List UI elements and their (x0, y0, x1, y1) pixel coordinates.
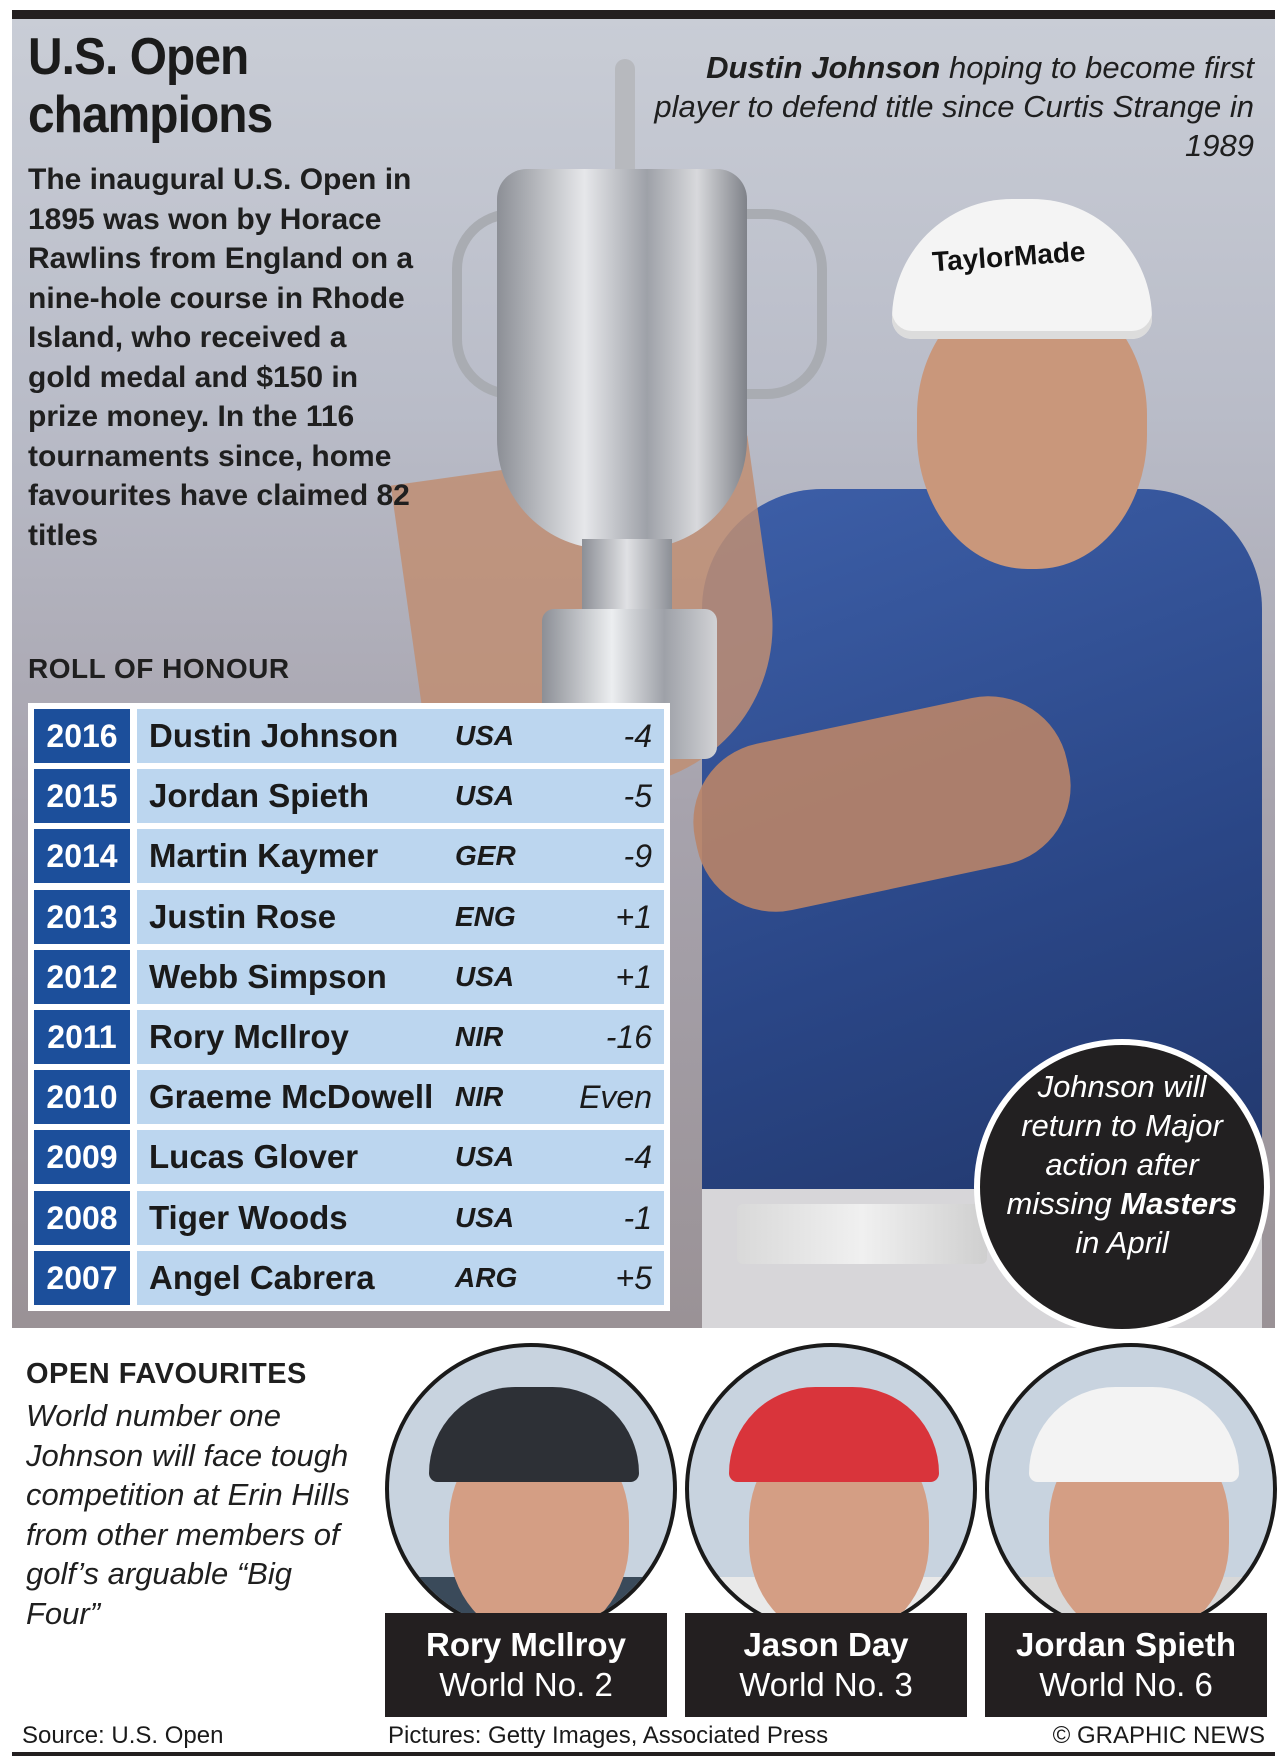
portrait-cap (429, 1387, 639, 1482)
page-title (28, 28, 272, 144)
roll-score: +1 (615, 958, 652, 995)
roll-name: Martin Kaymer (149, 837, 379, 875)
footer (0, 1720, 1287, 1750)
trophy-handle-right (747, 209, 827, 399)
favourite-portrait (385, 1343, 677, 1635)
open-favourites-text: World number one Johnson will face tough competition at Erin Hills from other members of golf’s arguable “Big Four” (26, 1398, 350, 1631)
roll-country: USA (455, 780, 515, 812)
roll-name: Dustin Johnson (149, 717, 399, 754)
roll-name: Angel Cabrera (149, 1258, 375, 1296)
trophy-finial (615, 59, 635, 179)
roll-info (137, 769, 664, 823)
headline-quote (654, 48, 1254, 165)
bubble-post: in April (1075, 1225, 1169, 1260)
favourite-name: Jason Day (743, 1626, 909, 1663)
favourite-rank: World No. 2 (439, 1666, 613, 1703)
roll-score: +5 (615, 1259, 652, 1296)
quote-name: Dustin Johnson (706, 50, 941, 85)
top-rule (12, 10, 1275, 19)
roll-score: Even (579, 1079, 652, 1116)
roll-row (34, 829, 664, 883)
roll-score: -4 (623, 1139, 652, 1176)
roll-year: 2012 (34, 950, 130, 1004)
portrait-cap (1029, 1387, 1239, 1482)
roll-row (34, 709, 664, 763)
favourite-portrait (685, 1343, 977, 1635)
roll-of-honour-table (28, 703, 670, 1311)
roll-year: 2014 (34, 829, 130, 883)
roll-row (34, 1010, 664, 1064)
roll-row (34, 1070, 664, 1124)
roll-year: 2013 (34, 890, 130, 944)
roll-row (34, 769, 664, 823)
roll-year: 2011 (34, 1010, 130, 1064)
roll-info (137, 950, 664, 1004)
roll-year: 2016 (34, 709, 130, 763)
roll-year: 2009 (34, 1130, 130, 1184)
roll-info (137, 1010, 664, 1064)
open-favourites-title: OPEN FAVOURITES (26, 1358, 307, 1390)
roll-country: NIR (455, 1081, 504, 1113)
favourite-name: Jordan Spieth (1015, 1626, 1237, 1663)
roll-name: Graeme McDowell (149, 1078, 434, 1116)
footer-pictures: Pictures: Getty Images, Associated Press (388, 1722, 829, 1749)
roll-country: USA (455, 960, 515, 992)
bubble-pre: Johnson will return to Major action after missing (1006, 1069, 1223, 1221)
roll-info (137, 890, 664, 944)
roll-name: Lucas Glover (149, 1138, 359, 1176)
roll-country: GER (455, 840, 516, 872)
roll-country: ARG (455, 1261, 518, 1293)
trophy-cup (497, 169, 747, 549)
roll-score: -9 (623, 838, 652, 875)
roll-score: -4 (623, 718, 652, 754)
roll-of-honour-title: ROLL OF HONOUR (28, 653, 290, 684)
roll-score: -1 (623, 1199, 652, 1236)
roll-info (137, 1191, 664, 1245)
roll-score: -5 (623, 778, 652, 815)
title-line-1: U.S. Open (28, 28, 249, 86)
roll-name: Webb Simpson (149, 957, 387, 995)
roll-row (34, 1251, 664, 1305)
roll-country: USA (455, 720, 515, 751)
quote-rest: hoping to become first player to defend title since Curtis Strange in 1989 (654, 50, 1254, 163)
favourite-rank: World No. 3 (739, 1666, 913, 1703)
favourite-namebox (685, 1613, 967, 1717)
roll-score: +1 (615, 898, 652, 935)
roll-name: Tiger Woods (149, 1198, 348, 1236)
roll-info (137, 1130, 664, 1184)
trophy-stem (582, 539, 672, 619)
roll-country: ENG (455, 900, 516, 932)
roll-year: 2010 (34, 1070, 130, 1124)
roll-info (137, 1070, 664, 1124)
favourite-name: Rory McIlroy (426, 1626, 626, 1663)
roll-info (137, 1251, 664, 1305)
bubble-text (980, 1067, 1264, 1262)
favourite-namebox (985, 1613, 1267, 1717)
footer-source: Source: U.S. Open (22, 1722, 224, 1749)
roll-country: USA (455, 1201, 515, 1233)
roll-info (137, 829, 664, 883)
roll-year: 2008 (34, 1191, 130, 1245)
roll-name: Justin Rose (149, 897, 337, 935)
roll-score: -16 (605, 1019, 652, 1055)
player-belt (737, 1204, 987, 1264)
roll-country: USA (455, 1141, 515, 1173)
roll-country: NIR (455, 1021, 504, 1052)
footer-credit: © GRAPHIC NEWS (1052, 1722, 1265, 1749)
roll-name: Rory McIlroy (149, 1018, 349, 1055)
cap-logo: TaylorMade (931, 235, 1087, 278)
roll-row (34, 890, 664, 944)
roll-row (34, 950, 664, 1004)
favourite-portrait (985, 1343, 1277, 1635)
favourite-rank: World No. 6 (1039, 1666, 1213, 1703)
roll-row (34, 1130, 664, 1184)
portrait-cap (729, 1387, 939, 1482)
intro-text: The inaugural U.S. Open in 1895 was won by Horace Rawlins from England on a nine-hole course in Rhode Island, who received a gold medal and $150 in prize money. In the 116 tournaments since, home favourites have claimed 82 titles (28, 163, 414, 552)
roll-year: 2015 (34, 769, 130, 823)
favourite-namebox (385, 1613, 667, 1717)
bubble-bold: Masters (1120, 1186, 1238, 1221)
title-line-2: champions (28, 86, 273, 144)
roll-name: Jordan Spieth (149, 777, 370, 815)
johnson-note-bubble (980, 1045, 1264, 1329)
roll-year: 2007 (34, 1251, 130, 1305)
bottom-rule (12, 1752, 1275, 1756)
roll-row (34, 1191, 664, 1245)
roll-info (137, 709, 664, 763)
